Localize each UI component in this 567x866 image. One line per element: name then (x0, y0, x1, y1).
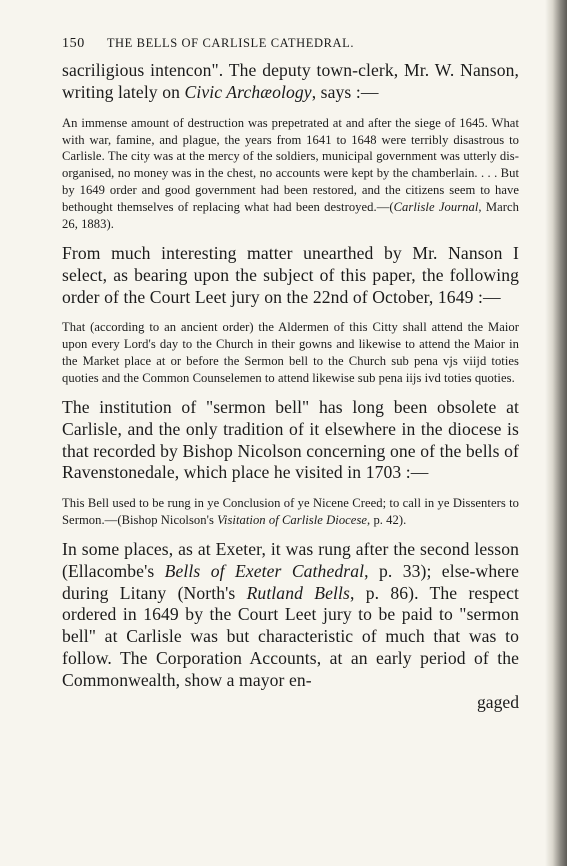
paragraph-3: The institution of "sermon bell" has long been obsolete at Carlisle, and the only tradition of it elsewhere in the diocese is that recorded by Bishop Nicolson concerning one of the bells of Ravenstonedale, which place he visited in 1703 :— (62, 396, 519, 483)
running-header (62, 36, 519, 60)
page-edge-shadow (545, 0, 567, 866)
quote-court-leet-order: That (according to an ancient order) the Aldermen of this Citty shall attend the Maior upon every Lord's day to the Church in their gowns and likewise to attend the Maior in the Market place at or before the Sermon bell to the Church sub pena vjs viijd toties quoties and the Common Counselemen to attend likewise sub pena iijs ivd toties quoties. (62, 320, 519, 386)
page-number: 150 (62, 36, 85, 51)
paragraph-1: sacriligious intencon". The deputy town-clerk, Mr. W. Nanson, writing lately on Civic Archæology, says :— (62, 60, 519, 102)
paragraph-2: From much interesting matter unearthed by Mr. Nanson I select, as bearing upon the subject of this paper, the following order of the Court Leet jury on the 22nd of October, 1649 :— (62, 242, 519, 307)
paragraph-4: In some places, as at Exeter, it was rung after the second lesson (Ellacombe's Bells of Exeter Cathedral, p. 33); else-where during Litany (North's Rutland Bells, p. 86). The respect ordered in 1649 by the Court Leet jury to be paid to "sermon bell" at Carlisle was but characteristic of much that was to follow. The Corporation Accounts, at an early period of the Commonwealth, show a mayor en- (62, 538, 519, 690)
running-title: THE BELLS OF CARLISLE CATHEDRAL. (106, 36, 355, 50)
quote-nicolson: This Bell used to be rung in ye Conclusion of ye Nicene Creed; to call in ye Dissenters to Sermon.—(Bishop Nicolson's Visitation of Carlisle Diocese, p. 42). (62, 496, 519, 528)
continuation-word: gaged (476, 691, 519, 712)
quote-nanson: An immense amount of destruction was prepetrated at and after the siege of 1645. What with war, famine, and plague, the years from 1641 to 1648 were terribly disastrous to Carlisle. The city was at the mercy of the soldiers, municipal government was utterly dis-organised, no money was in the chest, no accounts were kept by the chamberlain. . . . But by 1649 order and good government had been restored, and the citizens seem to have bethought themselves of replacing what had been destroyed.—(Carlisle Journal, March 26, 1883). (62, 115, 520, 232)
page-content (62, 36, 519, 713)
